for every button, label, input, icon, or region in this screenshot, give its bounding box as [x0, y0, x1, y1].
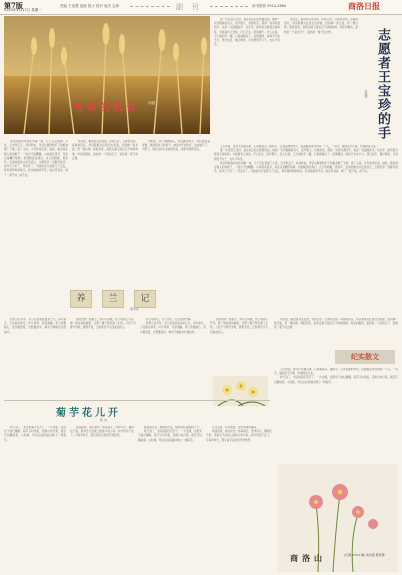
section-title: 副 刊 [176, 3, 202, 11]
hero-author: 孙丽 [148, 101, 155, 105]
orchid-column-4: 朋友送我一盆春兰，我小心伺候，终于等到它开花。那一缕淡淡的幽香，让整个屋子都充满了生机。兰花不与群芳争艳，默默开放，正如那些平凡而高洁的人。 [210, 318, 268, 334]
column-label: 纪实散文 [335, 350, 395, 364]
orchid-column-1: 我养兰花多年，对兰花的喜爱由来已久。每年春天，兰花抽出新芽，叶片青翠，花香清幽。养兰需要耐心，浇水要适度，光照要适中，稍有不慎就会烂根枯叶。 [4, 318, 66, 334]
volunteer-article-title: 志愿者王宝珍的手 [375, 28, 390, 140]
contact-info: 读书联系 0914-2880 [252, 4, 287, 8]
page-number: 第7版 [4, 1, 23, 10]
jerusalem-artichoke-article-title: 菊芋花儿开 [56, 408, 121, 419]
flower-column-3: 看到菊芋花，就想起母亲，想起那些温暖的日子。 秋天到了，老家的菊芋花开了，一片金黄，在阳光下灿烂耀眼。菊芋又叫洋姜，花像小向日葵，根茎可以腌咸菜。小时候，母亲总在院墙边种上一排菊芋。 [138, 426, 202, 442]
body-column-1: 母亲的粮食存放在老屋一角，几个瓦缸装满了小麦、玉米和豆子。每到秋收，母亲总要把新打下的粮食晒了又晒，挑了又挑，才肯装进缸里。她说，粮食是庄稼人的命根子，一粒也不能糟蹋。小时候家里穷，母亲总是精打细算，把细粮留给我们，自己吃粗粮。那些年，缸里的粮食从没见底过，全靠母亲一双勤劳的手。如今日子好了，母亲老了，可她依旧守着那几个瓦缸，每年照样种麦种豆。我劝她别再辛苦，她总笑着说，种了一辈子地，闲不住。 [4, 140, 68, 177]
orchid-article-author: 谭为华 [130, 307, 140, 311]
title-char-2: 兰 [102, 290, 124, 308]
orchid-column-3: 养兰如养心。与兰为伴，心也变得宁静。 我养兰花多年，对兰花的喜爱由来已久。每年春天，兰花抽出新芽，叶片青翠，花香清幽。养兰需要耐心，浇水要适度，光照要适中，稍有不慎就会烂根枯叶。 [140, 318, 206, 334]
flower-column-4: 花开花落，年年如此，思念却越来越深。 每到深秋，我们挖出一串串菊芋，洗净切片，腌进坛子里，那是冬天饭桌上最爽口的小菜。如今母亲不在了，可每年秋天，那片菊芋花依旧开得热烈。 [206, 426, 272, 442]
orchid-column-2: 朋友送我一盆春兰，我小心伺候，终于等到它开花。那一缕淡淡的幽香，让整个屋子都充满了生机。兰花不与群芳争艳，默默开放，正如那些平凡而高洁的人。 [70, 318, 136, 330]
flower-column-2: 每到深秋，我们挖出一串串菊芋，洗净切片，腌进坛子里，那是冬天饭桌上最爽口的小菜。如今母亲不在了，可每年秋天，那片菊芋花依旧开得热烈。 [70, 426, 134, 438]
flower-column-1: 秋天到了，老家的菊芋花开了，一片金黄，在阳光下灿烂耀眼。菊芋又叫洋姜，花像小向日葵，根茎可以腌咸菜。小时候，母亲总在院墙边种上一排菊芋。 [4, 426, 66, 442]
right-wide-text: 王宝珍说，能为大家做点事，心里就高兴。她的手，记录着她的付出，也温暖着身边的每一个人。一双手，做的是平凡事，传递的是大爱。 第一次见到王宝珍，是在社区的志愿服务站。她的一双手粗糙而有力，指节粗大，布满老茧。那是一双劳动者的手，也是一双温暖的手。这些年，她带着志愿者走街串巷，为孤寡老人送饭、打扫卫生、陪伴聊天。老人们说，王大姐的手一握，心里就踏实了。疫情期间，她每天守在卡口，登记信息、搬运物资，手冻得裂开口子，也从不叫苦。 母亲的粮食存放在老屋一角，几个瓦缸装满了小麦、玉米和豆子。每到秋收，母亲总要把新打下的粮食晒了又晒，挑了又挑，才肯装进缸里。她说，粮食是庄稼人的命根子，一粒也不能糟蹋。小时候家里穷，母亲总是精打细算，把细粮留给我们，自己吃粗粮。那些年，缸里的粮食从没见底过，全靠母亲一双勤劳的手。如今日子好了，母亲老了，可她依旧守着那几个瓦缸，每年照样种麦种豆。我劝她别再辛苦，她总笑着说，种了一辈子地，闲不住。 [214, 145, 398, 174]
hero-article-title: 母亲的粮食 [74, 103, 139, 114]
book-title: 商洛山 [290, 554, 326, 563]
right-lower-text-2: 王宝珍说，能为大家做点事，心里就高兴。她的手，记录着她的付出，也温暖着身边的每一个人。一双手，做的是平凡事，传递的是大爱。 秋天到了，老家的菊芋花开了，一片金黄，在阳光下灿烂耀眼。菊芋又叫洋姜，花像小向日葵，根茎可以腌咸菜。小时候，母亲总在院墙边种上一排菊芋。 [274, 368, 398, 384]
body-column-2: 母亲说，粮食是有灵性的，你待它好，它就养活你。每逢我回家，母亲都要从缸里舀出新面，给我擀一案长面，蒸一锅白馍。那股麦香，是我走遍天涯也忘不掉的味道。母亲的粮食，装的是一个家的日子，装的是一辈子的念想。 [72, 140, 138, 160]
book-meta: (长篇 2714 期) 刘诗曼 陈贤著 [344, 553, 385, 557]
volunteer-article-author: 张春平 [364, 90, 368, 99]
header-divider-right [210, 6, 248, 7]
orchid-flower-photo [213, 376, 268, 406]
section-divider [4, 400, 270, 401]
right-column-b: 母亲说，粮食是有灵性的，你待它好，它就养活你。每逢我回家，母亲都要从缸里舀出新面，给我擀一案长面，蒸一锅白馍。那股麦香，是我走遍天涯也忘不掉的味道。母亲的粮食，装的是一个家的日子，装的是一辈子的念想。 [284, 18, 358, 34]
page-date: 2023年4月17日 星期一 [4, 8, 42, 12]
title-char-1: 养 [70, 290, 92, 308]
title-char-3: 记 [134, 290, 156, 308]
right-lower-text: 母亲说，粮食是有灵性的，你待它好，它就养活你。每逢我回家，母亲都要从缸里舀出新面，给我擀一案长面，蒸一锅白馍。那股麦香，是我走遍天涯也忘不掉的味道。母亲的粮食，装的是一个家的日子，装的是一辈子的念想。 [274, 318, 398, 330]
editor-info: 责编 王谊慧 组版 段小 校对 崔杰 志琼 [60, 4, 120, 8]
wheat-field-photo [4, 16, 210, 134]
newspaper-masthead: 商洛日报 [348, 2, 380, 11]
header-divider-left [130, 6, 170, 7]
jerusalem-artichoke-article-author: 陈 诗 [100, 418, 107, 422]
body-column-3: 田野里，麦子抽穗扬花，母亲蹲在地头，轻轻抚摸着麦穗，像抚摸自己的孩子。她说今年雨水好，收成错不了。夕阳下，她花白的头发被风吹乱，身影却那样坚定。 [142, 140, 210, 152]
right-column-a: 第一次见到王宝珍，是在社区的志愿服务站。她的一双手粗糙而有力，指节粗大，布满老茧。那是一双劳动者的手，也是一双温暖的手。这些年，她带着志愿者走街串巷，为孤寡老人送饭、打扫卫生、陪伴聊天。老人们说，王大姐的手一握，心里就踏实了。疫情期间，她每天守在卡口，登记信息、搬运物资，手冻得裂开口子，也从不叫苦。 [214, 18, 280, 47]
